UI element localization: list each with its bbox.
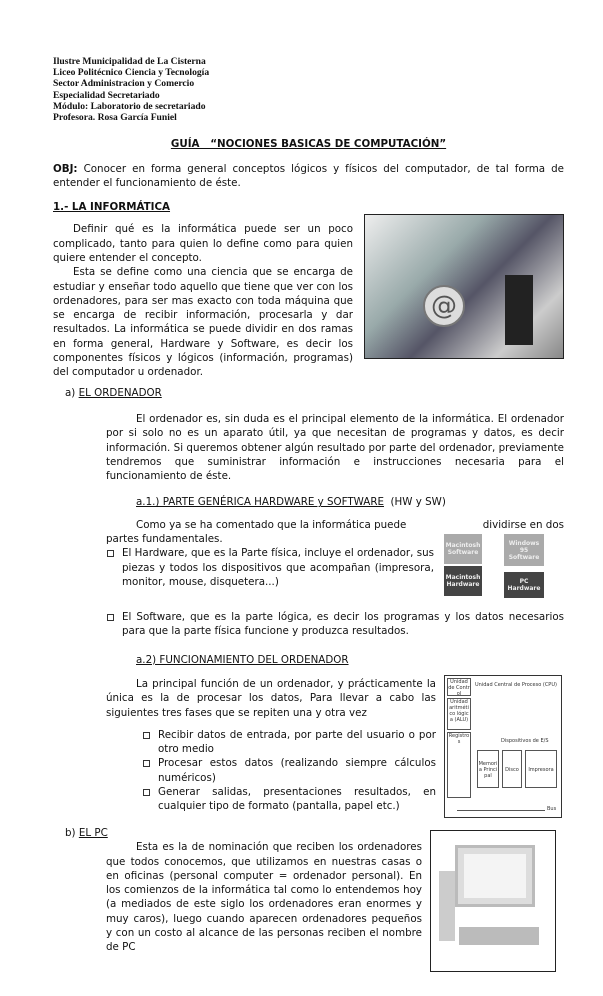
paragraph-continuation: dividirse en dos bbox=[482, 518, 564, 531]
section-1-title: 1.- LA INFORMÁTICA bbox=[53, 201, 171, 214]
section-a-title bbox=[65, 386, 564, 400]
section-label: EL PC bbox=[78, 826, 108, 839]
bullet-item: Procesar estos datos (realizando siempre cálculos numéricos) bbox=[142, 756, 564, 785]
section-a1-intro bbox=[106, 518, 564, 532]
registers-box: Registros bbox=[447, 732, 471, 798]
alu-box: Unidad aritmético lógica (ALU) bbox=[447, 698, 471, 730]
puzzle-pc-hardware: PC Hardware bbox=[504, 572, 544, 598]
bullet-item: Recibir datos de entrada, por parte del usuario o por otro medio bbox=[142, 728, 564, 757]
informatics-collage-image bbox=[364, 214, 564, 359]
header-line: Módulo: Laboratorio de secretariado bbox=[53, 100, 206, 112]
at-sign-icon: @ bbox=[423, 285, 465, 327]
puzzle-windows-software: Windows 95 Software bbox=[504, 534, 544, 566]
paragraph: Definir qué es la informática puede ser un poco complicado, tanto para quien lo define como para quien quiere entender el concepto. bbox=[53, 223, 353, 264]
bullet-item: El Software, que es la parte lógica, es decir los programas y los datos necesarios para que la parte física funcione y produzca resultados. bbox=[106, 610, 564, 639]
computer-tower-icon bbox=[505, 275, 533, 345]
bullet-item: El Hardware, que es la Parte física, incluye el ordenador, sus piezas y todos los dispositivos que acompañan (impresora, monitor, mouse, disquetera...) bbox=[106, 546, 564, 589]
keyboard-icon bbox=[459, 927, 539, 945]
control-unit-box: Unidad de Control bbox=[448, 678, 470, 696]
section-label: EL ORDENADOR bbox=[78, 386, 162, 399]
bus-label: Bus bbox=[547, 805, 557, 812]
io-label: Dispositivos de E/S bbox=[501, 737, 549, 744]
section-prefix: b) bbox=[65, 826, 76, 839]
header-line: Profesora. Rosa García Funiel bbox=[53, 112, 177, 124]
objective bbox=[53, 162, 564, 191]
section-1-body bbox=[53, 222, 353, 379]
paragraph: Esta se define como una ciencia que se encarga de estudiar y enseñar todo aquello que tiene que ver con los ordenadores, para ser mas exacto con toda máquina que se encarga de recibir información, procesarla y dar resultados. La informática se puede dividir en dos ramas en forma general, Hardware y Software, es decir los componentes físicos y lógicos (información, programas) del computador u ordenador. bbox=[53, 266, 353, 379]
puzzle-mac-software: Macintosh Software bbox=[444, 534, 482, 564]
disk-box: Disco bbox=[502, 750, 522, 788]
monitor-icon bbox=[455, 845, 535, 907]
paragraph: partes fundamentales. bbox=[106, 533, 223, 546]
memory-box: Memoria Principal bbox=[477, 750, 499, 788]
bullet-item: Generar salidas, presentaciones resultados, en cualquier tipo de formato (pantalla, papel etc.) bbox=[142, 785, 564, 814]
pc-image bbox=[430, 830, 556, 972]
section-a-body: El ordenador es, sin duda es el principal elemento de la informática. El ordenador por si solo no es un aparato útil, ya que necesitan de programas y datos, es decir información. Si queremos obtener algún resultado por parte del ordenador, previamente tendremos que suministrar información e instrucciones necesaria para el funcionamiento de éste. bbox=[106, 412, 564, 483]
header-line: Sector Administracion y Comercio bbox=[53, 78, 195, 90]
section-b-body: Esta es la de nominación que reciben los ordenadores que todos conocemos, que utilizamos en nuestras casas o en oficinas (personal computer = ordenador personal). En los comienzos de la informática tal como lo entendemos hoy (a mediados de este siglo los ordenadores eran enormes y muy caros), luego cuando aparecen ordenadores pequeños y con un costo al alcance de las personas reciben el nombre de PC bbox=[106, 841, 422, 954]
school-header bbox=[53, 56, 564, 123]
subsection-label: a.1.) PARTE GENÉRICA HARDWARE y SOFTWARE bbox=[136, 496, 384, 509]
cpu-label: Unidad Central de Proceso (CPU) bbox=[475, 681, 557, 688]
section-a2-body: La principal función de un ordenador, y prácticamente la única es la de procesar los datos, Para llevar a cabo las siguientes tres fases que se repiten una y otra vez bbox=[106, 677, 436, 719]
printer-box: Impresora bbox=[525, 750, 557, 788]
section-a2-title: a.2) FUNCIONAMIENTO DEL ORDENADOR bbox=[136, 653, 349, 666]
header-line: Liceo Politécnico Ciencia y Tecnología bbox=[53, 67, 210, 79]
paragraph: Como ya se ha comentado que la informática puede bbox=[136, 518, 407, 531]
subsection-suffix: (HW y SW) bbox=[383, 496, 446, 509]
document-title: GUÍA “NOCIONES BASICAS DE COMPUTACIÓN” bbox=[170, 138, 447, 151]
section-a1-title bbox=[136, 495, 564, 509]
objective-label: OBJ: bbox=[53, 162, 78, 175]
header-line: Ilustre Municipalidad de La Cisterna bbox=[53, 56, 206, 67]
header-line: Especialidad Secretariado bbox=[53, 89, 160, 101]
tower-icon bbox=[439, 871, 455, 941]
puzzle-mac-hardware: Macintosh Hardware bbox=[444, 566, 482, 596]
section-prefix: a) bbox=[65, 386, 76, 399]
objective-text: Conocer en forma general conceptos lógicos y físicos del computador, de tal forma de entender el funcionamiento de éste. bbox=[53, 162, 564, 189]
